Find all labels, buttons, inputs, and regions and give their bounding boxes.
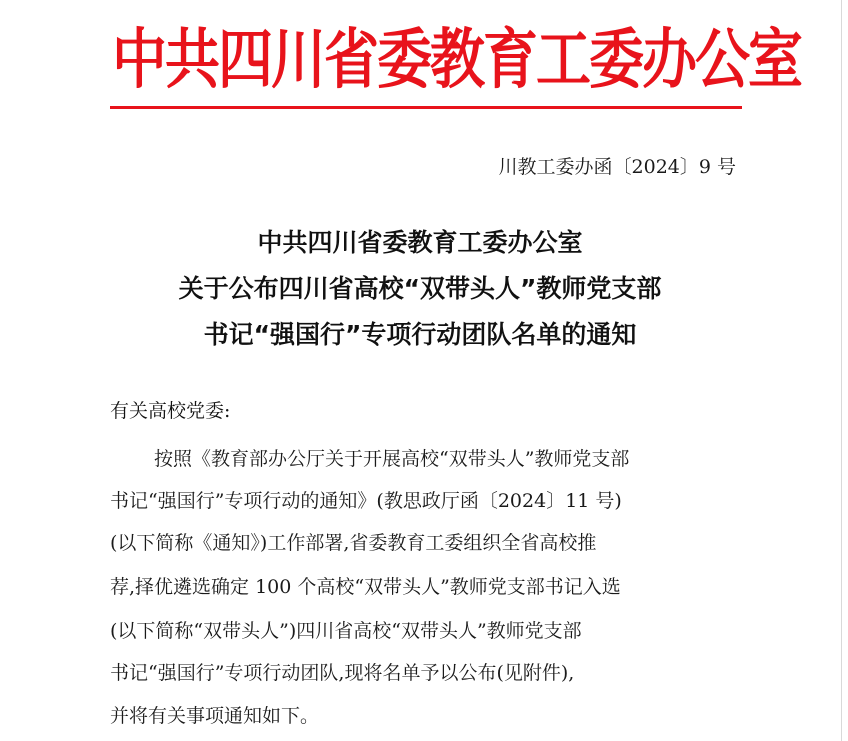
body-paragraph-line: 书记“强国行”专项行动的通知》(教思政厅函〔2024〕11 号) <box>110 490 622 512</box>
title-line-1: 中共四川省委教育工委办公室 <box>257 228 583 257</box>
body-paragraph-line: 并将有关事项通知如下。 <box>110 705 320 727</box>
letterhead-red-rule <box>110 106 742 109</box>
body-paragraph-line: (以下简称《通知》)工作部署,省委教育工委组织全省高校推 <box>110 532 597 554</box>
body-paragraph-line: (以下简称“双带头人”)四川省高校“双带头人”教师党支部 <box>110 620 582 642</box>
body-paragraph-line: 书记“强国行”专项行动团队,现将名单予以公布(见附件), <box>110 662 575 684</box>
body-paragraph-line: 荐,择优遴选确定 100 个高校“双带头人”教师党支部书记入选 <box>110 576 621 598</box>
salutation: 有关高校党委: <box>110 400 231 422</box>
document-title <box>100 220 740 358</box>
title-line-3: 书记“强国行”专项行动团队名单的通知 <box>203 320 637 349</box>
page-edge-divider <box>841 0 842 741</box>
document-number: 川教工委办函〔2024〕9 号 <box>498 156 736 178</box>
body-paragraph-line: 按照《教育部办公厅关于开展高校“双带头人”教师党支部 <box>154 448 630 470</box>
letterhead-title: 中共四川省委教育工委办公室 <box>112 20 802 98</box>
title-line-2: 关于公布四川省高校“双带头人”教师党支部 <box>178 274 662 303</box>
